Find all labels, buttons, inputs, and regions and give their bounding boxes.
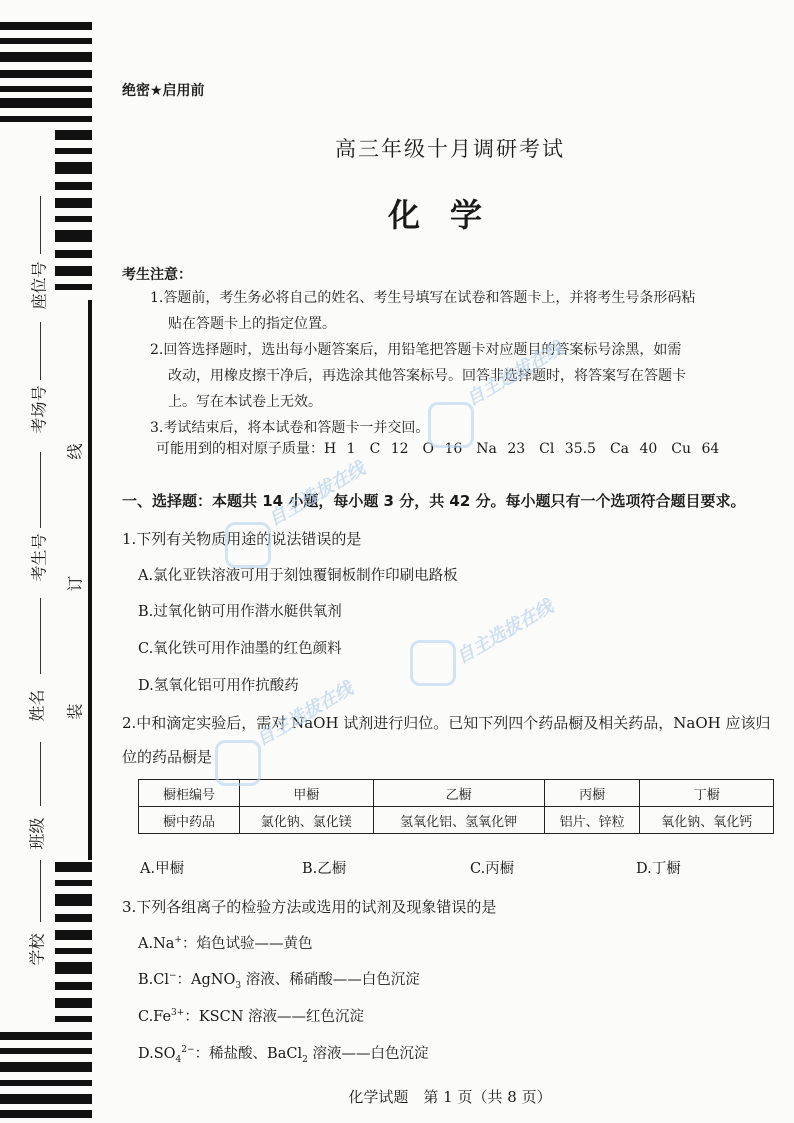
q1-stem: 1.下列有关物质用途的说法错误的是 <box>122 530 362 548</box>
watermark-logo-icon <box>215 740 261 786</box>
binding-edge <box>88 300 92 860</box>
q1-option-c: C.氧化铁可用作油墨的红色颜料 <box>138 641 342 657</box>
option-text: 溶液——白色沉淀 <box>307 1046 429 1062</box>
barcode-bar <box>55 880 92 886</box>
option-text: ：焰色试验——黄色 <box>181 936 313 952</box>
notice-heading: 考生注意： <box>122 267 192 283</box>
barcode-bar <box>55 862 92 872</box>
subject-title: 化学 <box>387 196 512 234</box>
option-text: ：KSCN 溶液——红色沉淀 <box>184 1009 364 1025</box>
notice-item: 贴在答题卡上的指定位置。 <box>168 316 336 332</box>
q1-option-b: B.过氧化钠可用作潜水艇供氧剂 <box>138 604 342 620</box>
option-text: ：稀盐酸、BaCl <box>194 1046 303 1062</box>
barcode-bar <box>0 86 92 92</box>
subscript: 2 <box>302 1054 308 1065</box>
q2-stem: 2.中和滴定实验后，需对 NaOH 试剂进行归位。已知下列四个药品橱及相关药品，NaOH 应该归位的药品橱是 <box>122 714 771 766</box>
q1-option-a: A.氯化亚铁溶液可用于刻蚀覆铜板制作印刷电路板 <box>138 568 458 584</box>
table-row <box>139 807 774 834</box>
barcode-bar <box>0 1110 92 1118</box>
school-field-line[interactable] <box>40 860 41 922</box>
candidate-label: 考生号 <box>29 533 49 582</box>
cut-line-label: 线 <box>65 443 85 460</box>
seat-label: 座位号 <box>29 261 49 310</box>
notice-item: 3.考试结束后，将本试卷和答题卡一并交回。 <box>150 420 430 436</box>
q3-option-c <box>138 1005 364 1026</box>
school-label: 学校 <box>27 933 47 966</box>
class-label: 班级 <box>27 817 47 850</box>
name-label: 姓名 <box>27 689 47 722</box>
ion: D.SO <box>138 1046 176 1062</box>
notice-item: 上。写在本试卷上无效。 <box>168 394 322 410</box>
charge: − <box>169 971 177 982</box>
barcode-bar <box>55 284 92 290</box>
exam-title: 高三年级十月调研考试 <box>335 137 565 161</box>
watermark-text: 自主选拔在线 <box>252 678 357 751</box>
q2-option-d: D.丁橱 <box>636 861 681 877</box>
q3-option-d <box>138 1042 428 1065</box>
barcode-bar <box>0 98 92 108</box>
table-cell: 甲橱 <box>240 780 374 807</box>
notice-item: 2.回答选择题时，选出每小题答案后，用铅笔把答题卡对应题目的答案标号涂黑，如需 <box>150 342 682 358</box>
barcode-bar <box>0 52 92 62</box>
room-field-line[interactable] <box>40 322 41 380</box>
barcode-bar <box>0 38 92 44</box>
ion: A.Na <box>138 936 175 952</box>
q2-option-a: A.甲橱 <box>140 861 185 877</box>
section-heading: 一、选择题：本题共 14 小题，每小题 3 分，共 42 分。每小题只有一个选项符合题目要求。 <box>122 492 746 510</box>
table-cell: 橱中药品 <box>139 807 240 834</box>
watermark-logo-icon <box>428 402 474 448</box>
barcode-bar <box>55 250 92 258</box>
q3-option-b <box>138 968 420 991</box>
barcode-bar <box>55 948 92 954</box>
barcode-bar <box>55 914 92 922</box>
barcode-bar <box>55 930 92 940</box>
barcode-bar <box>0 22 92 30</box>
table-cell: 铝片、锌粒 <box>544 807 640 834</box>
table-cell: 乙橱 <box>373 780 544 807</box>
barcode-bar <box>55 982 92 990</box>
barcode-bar <box>0 70 92 78</box>
name-field-line[interactable] <box>40 598 41 674</box>
notice-item: 改动，用橡皮擦干净后，再选涂其他答案标号。回答非选择题时，将答案写在答题卡 <box>168 368 686 384</box>
cabinet-table <box>138 779 774 834</box>
binding-margin <box>0 0 96 1123</box>
option-text: 溶液、稀硝酸——白色沉淀 <box>241 972 420 988</box>
barcode-bar <box>55 266 92 276</box>
confidential-label: 绝密★启用前 <box>122 83 205 99</box>
table-cell: 丁橱 <box>640 780 774 807</box>
table-cell: 氧化钠、氧化钙 <box>640 807 774 834</box>
q3-option-a <box>138 932 312 953</box>
ion: B.Cl <box>138 972 169 988</box>
candidate-field-line[interactable] <box>40 452 41 528</box>
watermark-logo-icon <box>410 640 456 686</box>
watermark-text: 自主选拔在线 <box>264 458 369 531</box>
ion: C.Fe <box>138 1009 172 1025</box>
table-cell: 丙橱 <box>544 780 640 807</box>
barcode-bar <box>55 962 92 974</box>
atomic-masses: 可能用到的相对原子质量：H 1 C 12 O 16 Na 23 Cl 35.5 Ca 40 Cu 64 <box>156 441 720 457</box>
q2-option-c: C.丙橱 <box>470 861 515 877</box>
class-field-line[interactable] <box>40 742 41 806</box>
table-cell: 氢氧化铝、氢氧化钾 <box>373 807 544 834</box>
watermark-text: 自主选拔在线 <box>452 596 557 669</box>
barcode-bar <box>0 1032 92 1040</box>
binding-ding-label: 订 <box>65 575 85 592</box>
notice-item: 1.答题前，考生务必将自己的姓名、考生号填写在试卷和答题卡上，并将考生号条形码粘 <box>150 290 696 306</box>
watermark-logo-icon <box>225 522 271 568</box>
option-text: ：AgNO <box>176 972 236 988</box>
barcode-bar <box>55 998 92 1008</box>
barcode-bar <box>55 162 92 174</box>
charge: 3+ <box>171 1008 185 1019</box>
barcode-bar <box>55 894 92 906</box>
subscript: 4 <box>175 1054 182 1065</box>
barcode-bar <box>55 182 92 190</box>
q1-option-d: D.氢氧化铝可用作抗酸药 <box>138 678 299 694</box>
table-cell: 氯化钠、氯化镁 <box>240 807 374 834</box>
room-label: 考场号 <box>29 385 49 434</box>
barcode-bar <box>55 1016 92 1022</box>
charge: + <box>174 935 182 946</box>
watermark-text: 自主选拔在线 <box>462 338 567 411</box>
barcode-bar <box>0 1062 92 1072</box>
q2-option-b: B.乙橱 <box>302 861 347 877</box>
barcode-bar <box>0 116 92 122</box>
binding-zhuang-label: 装 <box>65 703 85 720</box>
charge: 2− <box>181 1045 195 1056</box>
subscript: 3 <box>235 980 242 991</box>
table-cell: 橱柜编号 <box>139 780 240 807</box>
barcode-bar <box>0 1048 92 1054</box>
page-footer: 化学试题 第 1 页（共 8 页） <box>348 1088 552 1106</box>
q3-stem: 3.下列各组离子的检验方法或选用的试剂及现象错误的是 <box>122 898 497 916</box>
